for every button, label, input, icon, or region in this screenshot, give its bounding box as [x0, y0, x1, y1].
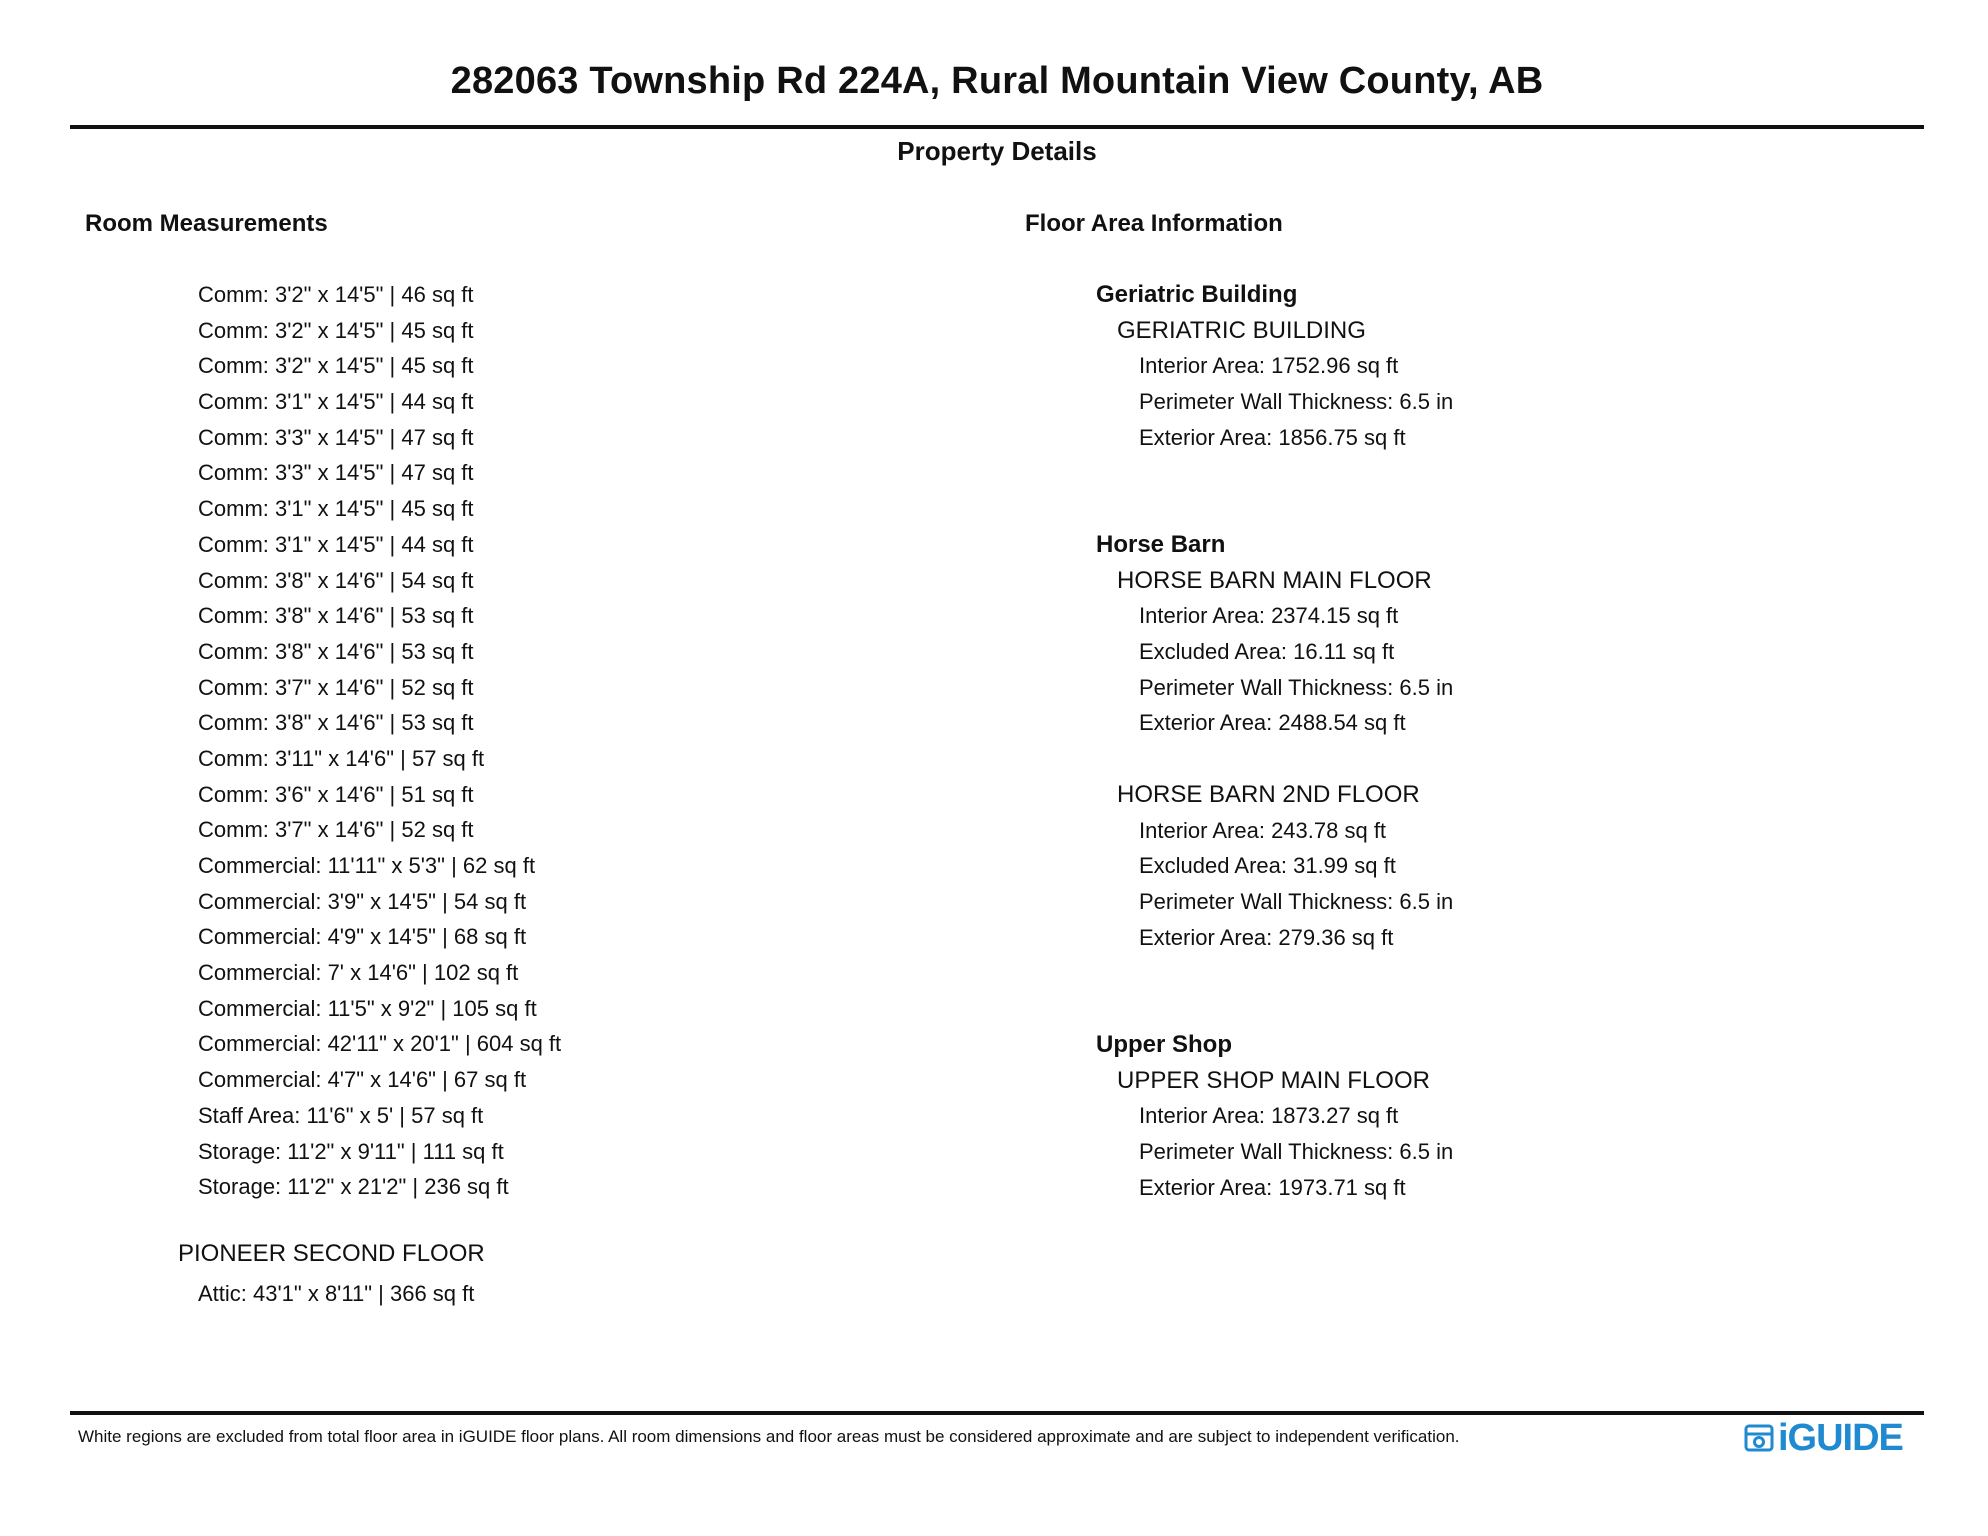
room-item: Comm: 3'3" x 14'5" | 47 sq ft [198, 460, 474, 486]
floor-area-heading: Floor Area Information [1025, 210, 1283, 237]
floor-name: HORSE BARN MAIN FLOOR [1117, 566, 1432, 594]
room-item: Storage: 11'2" x 21'2" | 236 sq ft [198, 1174, 509, 1200]
footer-disclaimer: White regions are excluded from total floor area in iGUIDE floor plans. All room dimensions and floor areas must be considered approximate and are subject to independent verification. [78, 1427, 1460, 1446]
floor-name: GERIATRIC BUILDING [1117, 316, 1366, 344]
floor-metric: Interior Area: 2374.15 sq ft [1139, 603, 1399, 629]
building-horse-barn [1096, 527, 1453, 955]
floor-metric: Perimeter Wall Thickness: 6.5 in [1139, 888, 1454, 914]
pioneer-second-floor-label: PIONEER SECOND FLOOR [178, 1240, 485, 1267]
header-divider [70, 125, 1924, 129]
room-item: Attic: 43'1" x 8'11" | 366 sq ft [198, 1281, 475, 1306]
room-item: Comm: 3'8" x 14'6" | 53 sq ft [198, 603, 474, 629]
building-name: Horse Barn [1096, 531, 1226, 558]
floor-metric: Interior Area: 243.78 sq ft [1139, 817, 1387, 843]
building-geriatric [1096, 277, 1453, 455]
room-item: Comm: 3'2" x 14'5" | 45 sq ft [198, 353, 474, 379]
floor-metric: Exterior Area: 2488.54 sq ft [1139, 710, 1406, 736]
floor-name: HORSE BARN 2ND FLOOR [1117, 780, 1420, 808]
room-item: Staff Area: 11'6" x 5' | 57 sq ft [198, 1102, 484, 1128]
footer-divider [70, 1411, 1924, 1415]
floor-metric: Exterior Area: 279.36 sq ft [1139, 924, 1394, 950]
room-list [198, 277, 561, 1205]
floor-metric: Exterior Area: 1973.71 sq ft [1139, 1174, 1406, 1200]
floor-metric: Excluded Area: 16.11 sq ft [1139, 639, 1395, 665]
room-item: Comm: 3'1" x 14'5" | 44 sq ft [198, 389, 474, 415]
logo-text: iGUIDE [1778, 1417, 1903, 1459]
room-item: Comm: 3'8" x 14'6" | 54 sq ft [198, 567, 474, 593]
floor-metric: Perimeter Wall Thickness: 6.5 in [1139, 389, 1454, 415]
page-subtitle: Property Details [897, 136, 1097, 166]
room-item: Commercial: 11'5" x 9'2" | 105 sq ft [198, 995, 537, 1021]
room-item: Comm: 3'8" x 14'6" | 53 sq ft [198, 638, 474, 664]
floor-metric: Perimeter Wall Thickness: 6.5 in [1139, 674, 1454, 700]
building-name: Geriatric Building [1096, 281, 1298, 308]
room-item: Commercial: 3'9" x 14'5" | 54 sq ft [198, 888, 527, 914]
room-item: Storage: 11'2" x 9'11" | 111 sq ft [198, 1138, 504, 1164]
room-item: Commercial: 42'11" x 20'1" | 604 sq ft [198, 1031, 562, 1057]
room-item: Commercial: 11'11" x 5'3" | 62 sq ft [198, 853, 536, 878]
floor-metric: Perimeter Wall Thickness: 6.5 in [1139, 1139, 1454, 1165]
room-item: Comm: 3'3" x 14'5" | 47 sq ft [198, 424, 474, 450]
building-upper-shop [1096, 1027, 1453, 1205]
room-item: Commercial: 4'7" x 14'6" | 67 sq ft [198, 1067, 527, 1093]
room-item: Comm: 3'1" x 14'5" | 44 sq ft [198, 531, 474, 557]
page-title: 282063 Township Rd 224A, Rural Mountain View County, AB [450, 60, 1544, 102]
room-item: Comm: 3'7" x 14'6" | 52 sq ft [198, 817, 474, 843]
room-item: Comm: 3'2" x 14'5" | 46 sq ft [198, 282, 474, 307]
room-item: Comm: 3'7" x 14'6" | 52 sq ft [198, 674, 474, 700]
room-item: Commercial: 4'9" x 14'5" | 68 sq ft [198, 924, 527, 950]
room-item: Comm: 3'2" x 14'5" | 45 sq ft [198, 317, 474, 343]
room-item: Comm: 3'11" x 14'6" | 57 sq ft [198, 745, 485, 771]
floor-metric: Interior Area: 1752.96 sq ft [1139, 353, 1399, 379]
iguide-camera-icon [1744, 1422, 1774, 1454]
room-item: Comm: 3'8" x 14'6" | 53 sq ft [198, 710, 474, 736]
spacer [1096, 741, 1453, 777]
room-measurements-heading: Room Measurements [85, 210, 328, 237]
room-item: Commercial: 7' x 14'6" | 102 sq ft [198, 960, 519, 986]
building-name: Upper Shop [1096, 1031, 1232, 1058]
floor-metric: Interior Area: 1873.27 sq ft [1139, 1103, 1399, 1129]
room-item: Comm: 3'1" x 14'5" | 45 sq ft [198, 496, 474, 522]
floor-name: UPPER SHOP MAIN FLOOR [1117, 1066, 1430, 1094]
floor-metric: Excluded Area: 31.99 sq ft [1139, 853, 1396, 879]
pioneer-second-floor-rooms [198, 1276, 474, 1312]
floor-metric: Exterior Area: 1856.75 sq ft [1139, 424, 1406, 450]
iguide-logo [1744, 1418, 1903, 1458]
room-item: Comm: 3'6" x 14'6" | 51 sq ft [198, 781, 474, 807]
